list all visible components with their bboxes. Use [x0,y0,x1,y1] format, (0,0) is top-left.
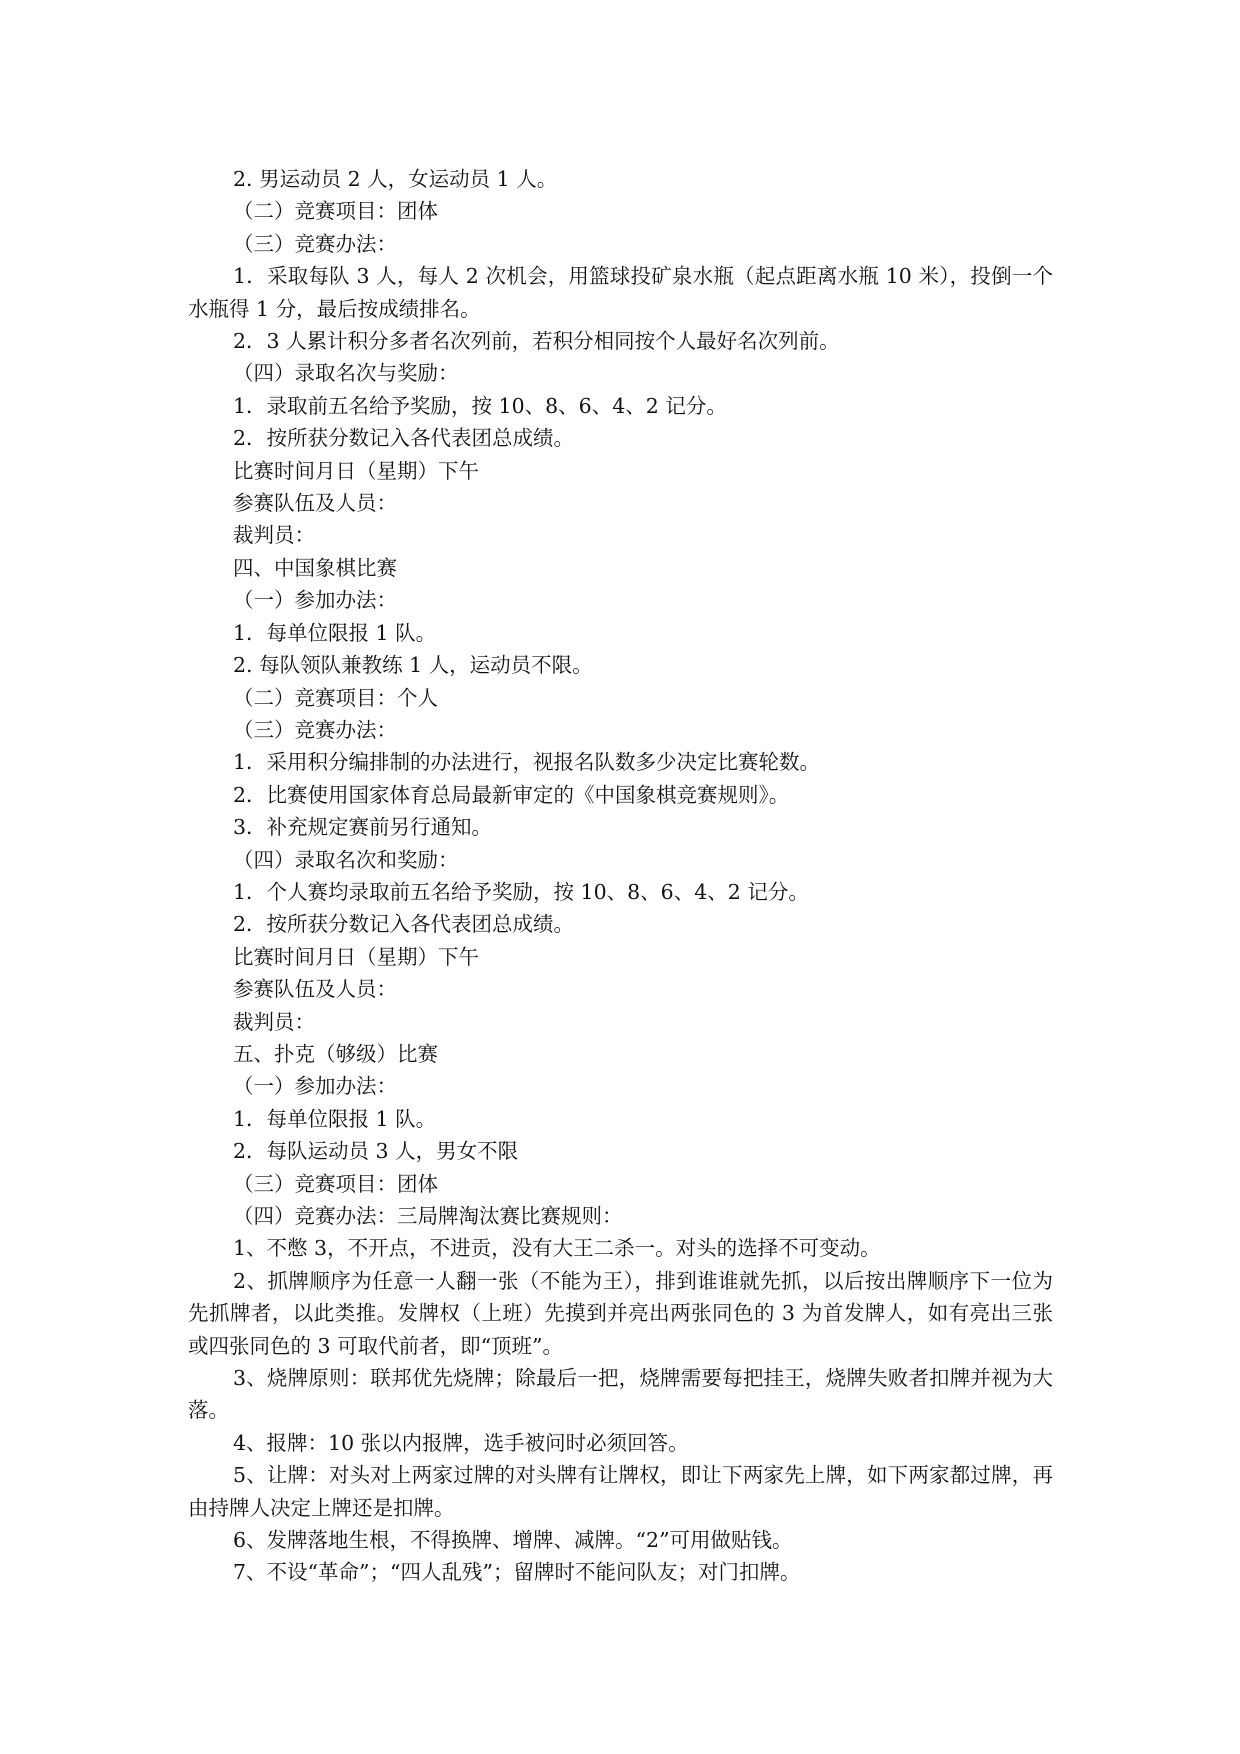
paragraph: （一）参加办法： [233,1074,397,1099]
paragraph: （四）竞赛办法：三局牌淘汰赛比赛规则： [233,1204,623,1228]
paragraph: 3．补充规定赛前另行通知。 [233,815,493,840]
paragraph: 1．录取前五名给予奖励，按 10、8、6、4、2 记分。 [233,393,727,418]
document-body [188,163,1053,1589]
paragraph: （二）竞赛项目：个人 [233,685,438,710]
paragraph: 2．按所获分数记入各代表团总成绩。 [233,912,575,937]
paragraph: （三）竞赛项目：团体 [233,1171,438,1196]
paragraph: 2. 每队领队兼教练 1 人，运动员不限。 [233,653,593,678]
paragraph: 参赛队伍及人员： [233,977,397,1002]
paragraph: （四）录取名次和奖励： [233,847,459,872]
paragraph: 2．比赛使用国家体育总局最新审定的《中国象棋竞赛规则》。 [233,782,790,807]
paragraph: 1．个人赛均录取前五名给予奖励，按 10、8、6、4、2 记分。 [233,879,809,904]
paragraph: 1．采用积分编排制的办法进行，视报名队数多少决定比赛轮数。 [233,750,821,775]
paragraph: 裁判员： [233,523,315,548]
paragraph: （一）参加办法： [233,588,397,613]
paragraph: （三）竞赛办法： [233,231,397,256]
paragraph: 7、不设“革命”；“四人乱残”；留牌时不能问队友；对门扣牌。 [233,1560,801,1585]
paragraph: 比赛时间月日（星期）下午 [233,458,479,483]
section-heading: 五、扑克（够级）比赛 [233,1041,438,1066]
section-heading: 四、中国象棋比赛 [233,555,397,580]
paragraph: 3、烧牌原则：联邦优先烧牌；除最后一把，烧牌需要每把挂王，烧牌失败者扣牌并视为大落。 [188,1366,1053,1423]
paragraph: 比赛时间月日（星期）下午 [233,944,479,969]
paragraph: 2、抓牌顺序为任意一人翻一张（不能为王），排到谁谁就先抓，以后按出牌顺序下一位为先抓牌者，以此类推。发牌权（上班）先摸到并亮出两张同色的 3 为首发牌人，如有亮出三张或四张同色的 3 可取代前者，即“顶班”。 [188,1268,1053,1358]
paragraph: 裁判员： [233,1009,315,1034]
paragraph: 2．3 人累计积分多者名次列前，若积分相同按个人最好名次列前。 [233,329,840,354]
paragraph: 6、发牌落地生根，不得换牌、增牌、减牌。“2”可用做贴钱。 [233,1528,793,1553]
paragraph: 2．按所获分数记入各代表团总成绩。 [233,426,575,451]
paragraph: 2. 男运动员 2 人，女运动员 1 人。 [233,167,558,191]
paragraph: 1．采取每队 3 人，每人 2 次机会，用篮球投矿泉水瓶（起点距离水瓶 10 米），投倒一个水瓶得 1 分，最后按成绩排名。 [188,264,1053,321]
paragraph: 2．每队运动员 3 人，男女不限 [233,1139,519,1164]
paragraph: 5、让牌：对头对上两家过牌的对头牌有让牌权，即让下两家先上牌，如下两家都过牌，再由持牌人决定上牌还是扣牌。 [188,1463,1053,1520]
paragraph: （二）竞赛项目：团体 [233,199,438,224]
paragraph: （四）录取名次与奖励： [233,361,459,386]
paragraph: 1．每单位限报 1 队。 [233,620,437,645]
paragraph: 1、不憋 3，不开点，不进贡，没有大王二杀一。对头的选择不可变动。 [233,1236,881,1261]
paragraph: （三）竞赛办法： [233,717,397,742]
paragraph: 1．每单位限报 1 队。 [233,1106,437,1131]
paragraph: 4、报牌：10 张以内报牌，选手被问时必须回答。 [233,1430,689,1455]
paragraph: 参赛队伍及人员： [233,491,397,516]
